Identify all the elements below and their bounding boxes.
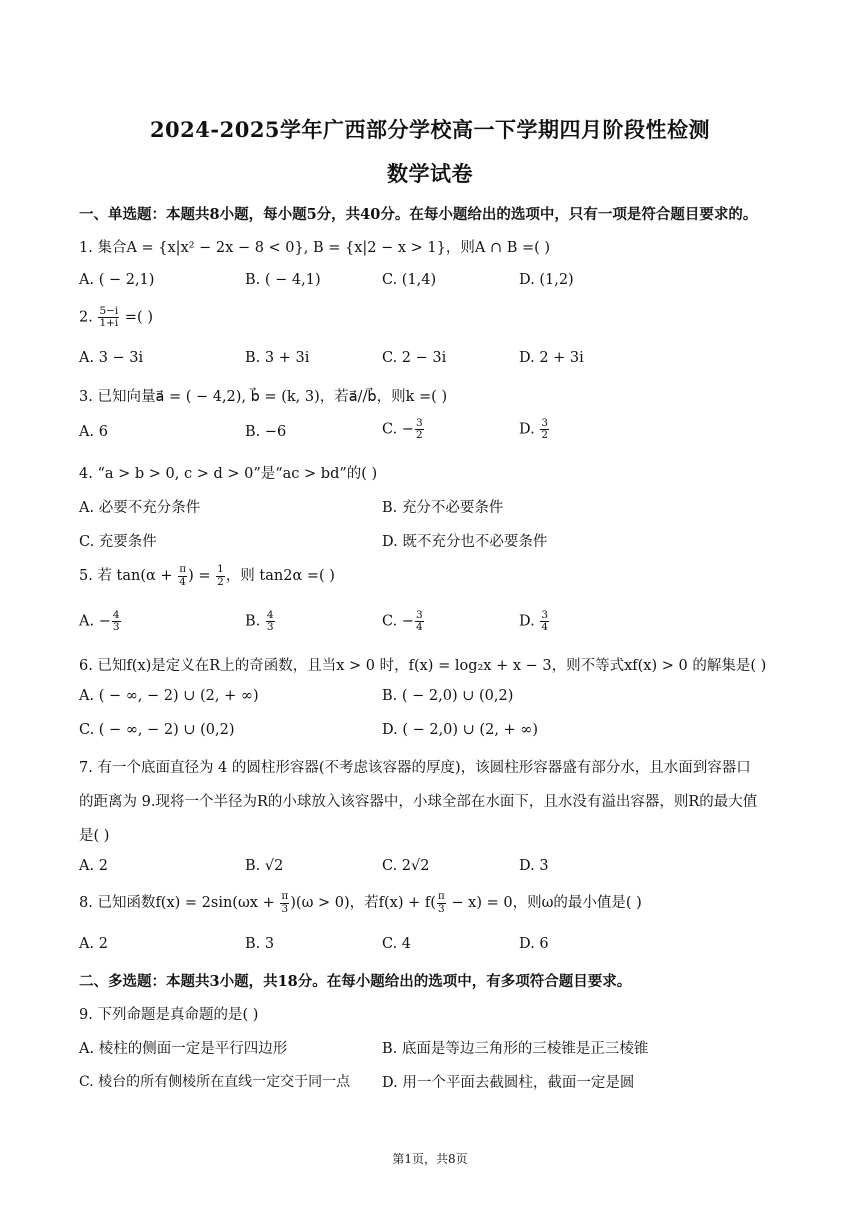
question-5-option-d-prefix: D. <box>519 613 540 630</box>
page-footer: 第1页，共8页 <box>392 1152 468 1166</box>
question-2-prefix: 2. <box>79 309 98 326</box>
question-2-stem <box>79 306 153 329</box>
question-3-option-c-fraction <box>415 418 424 441</box>
question-3-option-d-fraction <box>540 418 549 441</box>
question-3-option-d <box>519 418 550 441</box>
question-5-option-a-fraction <box>112 610 121 633</box>
question-5-numerator-2: 1 <box>217 563 224 576</box>
question-7-line-1: 7. 有一个底面直径为 4 的圆柱形容器(不考虑该容器的厚度)，该圆柱形容器盛有部分水，且水面到容器口 <box>79 760 751 776</box>
question-5-option-d-fraction <box>540 610 549 633</box>
question-5-option-a <box>79 610 122 633</box>
question-5-option-c-prefix: C. − <box>382 613 414 630</box>
question-1-option-b: B. ( − 4,1) <box>245 272 321 288</box>
question-3-option-c-denominator: 2 <box>415 429 423 442</box>
question-1-stem: 1. 集合A = {x|x² − 2x − 8 < 0}, B = {x|2 − x > 1}，则A ∩ B =( ) <box>79 240 551 256</box>
question-5-numerator-1: π <box>179 563 187 576</box>
question-5-option-a-denominator: 3 <box>112 621 120 634</box>
exam-subject-title: 数学试卷 <box>387 161 473 186</box>
question-5-option-b-fraction <box>266 610 275 633</box>
question-9-option-c: C. 棱台的所有侧棱所在直线一定交于同一点 <box>79 1074 351 1090</box>
section-1-heading: 一、单选题：本题共8小题，每小题5分，共40分。在每小题给出的选项中，只有一项是符合题目要求的。 <box>79 206 758 223</box>
question-9-option-a: A. 棱柱的侧面一定是平行四边形 <box>79 1041 288 1057</box>
question-3-option-c <box>382 418 425 441</box>
question-5-option-b-numerator: 4 <box>266 609 274 621</box>
question-8-denominator-1: 3 <box>281 902 289 915</box>
question-1-option-a: A. ( − 2,1) <box>79 272 155 288</box>
question-6-option-c: C. ( − ∞, − 2) ∪ (0,2) <box>79 722 235 738</box>
question-5-option-d-denominator: 4 <box>541 621 549 634</box>
question-6-option-a: A. ( − ∞, − 2) ∪ (2, + ∞) <box>79 688 259 704</box>
question-5-option-c <box>382 610 425 633</box>
question-1-option-c: C. (1,4) <box>382 272 437 288</box>
question-7-option-c: C. 2√2 <box>382 858 430 874</box>
question-2-fraction <box>98 306 119 329</box>
question-8-option-a: A. 2 <box>79 936 108 952</box>
question-8-stem <box>79 891 642 915</box>
question-8-fraction-1 <box>280 891 289 914</box>
question-5-option-b-prefix: B. <box>245 613 265 630</box>
question-5-option-d <box>519 610 550 633</box>
question-9-option-d: D. 用一个平面去截圆柱，截面一定是圆 <box>382 1075 635 1091</box>
question-1-option-d: D. (1,2) <box>519 272 574 288</box>
question-7-option-d: D. 3 <box>519 858 549 874</box>
exam-title: 2024-2025学年广西部分学校高一下学期四月阶段性检测 <box>149 117 711 142</box>
question-8-prefix: 8. 已知函数f(x) = 2sin(ωx + <box>79 895 280 911</box>
question-8-numerator-1: π <box>281 890 289 903</box>
question-9-option-b: B. 底面是等边三角形的三棱锥是正三棱锥 <box>382 1041 649 1057</box>
question-4-stem: 4. “a > b > 0, c > d > 0”是“ac > bd”的( ) <box>79 466 378 482</box>
question-5-fraction-2 <box>216 564 225 587</box>
question-8-fraction-2 <box>437 891 446 914</box>
question-3-option-d-prefix: D. <box>519 421 540 438</box>
question-8-suffix: − x) = 0，则ω的最小值是( ) <box>446 895 642 911</box>
question-8-option-b: B. 3 <box>245 936 275 952</box>
question-5-denominator-2: 2 <box>217 575 224 588</box>
question-4-option-c: C. 充要条件 <box>79 534 157 550</box>
question-3-option-d-numerator: 3 <box>541 417 549 429</box>
question-7-line-3: 是( ) <box>79 828 110 844</box>
question-5-option-a-prefix: A. − <box>79 613 111 630</box>
question-8-denominator-2: 3 <box>438 902 445 915</box>
question-5-option-c-fraction <box>415 610 424 633</box>
question-8-mid: )(ω > 0)，若f(x) + f( <box>290 895 436 911</box>
question-3-option-c-prefix: C. − <box>382 421 414 438</box>
question-2-option-d: D. 2 + 3i <box>519 350 584 366</box>
question-4-option-d: D. 既不充分也不必要条件 <box>382 534 548 550</box>
question-5-option-a-numerator: 4 <box>112 609 120 621</box>
question-6-stem: 6. 已知f(x)是定义在R上的奇函数，且当x > 0 时，f(x) = log₂x + x − 3，则不等式xf(x) > 0 的解集是( ) <box>79 658 767 674</box>
question-4-option-b: B. 充分不必要条件 <box>382 500 504 516</box>
question-3-option-c-numerator: 3 <box>415 417 423 429</box>
question-5-option-c-numerator: 3 <box>415 609 423 621</box>
question-9-stem: 9. 下列命题是真命题的是( ) <box>79 1007 259 1023</box>
question-2-option-a: A. 3 − 3i <box>79 350 144 366</box>
question-2-suffix: =( ) <box>120 309 153 326</box>
question-7-line-2: 的距离为 9.现将一个半径为R的小球放入该容器中，小球全部在水面下，且水没有溢出容器，则R的最大值 <box>79 794 758 810</box>
question-8-option-c: C. 4 <box>382 936 412 952</box>
question-2-denominator: 1+i <box>99 317 119 330</box>
question-5-suffix: ，则 tan2α =( ) <box>225 568 335 584</box>
question-5-denominator-1: 4 <box>179 575 186 588</box>
question-3-option-d-denominator: 2 <box>541 429 549 442</box>
question-4-option-a: A. 必要不充分条件 <box>79 500 201 516</box>
question-2-option-b: B. 3 + 3i <box>245 350 310 366</box>
question-2-option-c: C. 2 − 3i <box>382 350 447 366</box>
question-8-numerator-2: π <box>437 890 445 903</box>
question-5-stem <box>79 564 335 588</box>
question-7-option-b: B. √2 <box>245 858 284 874</box>
question-7-option-a: A. 2 <box>79 858 108 874</box>
question-3-option-a: A. 6 <box>79 424 108 440</box>
question-6-option-b: B. ( − 2,0) ∪ (0,2) <box>382 688 514 704</box>
question-5-option-d-numerator: 3 <box>541 609 549 621</box>
question-8-option-d: D. 6 <box>519 936 549 952</box>
question-3-option-b: B. −6 <box>245 424 287 440</box>
question-5-option-c-denominator: 4 <box>415 621 423 634</box>
question-3-stem: 3. 已知向量a⃗ = ( − 4,2), b⃗ = (k, 3)，若a⃗//b⃗，则k =( ) <box>79 389 448 405</box>
question-5-fraction-1 <box>178 564 187 587</box>
question-5-mid: ) = <box>188 568 216 584</box>
question-2-numerator: 5−i <box>99 305 119 317</box>
question-6-option-d: D. ( − 2,0) ∪ (2, + ∞) <box>382 722 539 738</box>
section-2-heading: 二、多选题：本题共3小题，共18分。在每小题给出的选项中，有多项符合题目要求。 <box>79 973 632 990</box>
question-5-option-b-denominator: 3 <box>266 621 274 634</box>
question-5-option-b <box>245 610 276 633</box>
question-5-prefix: 5. 若 tan(α + <box>79 568 178 584</box>
